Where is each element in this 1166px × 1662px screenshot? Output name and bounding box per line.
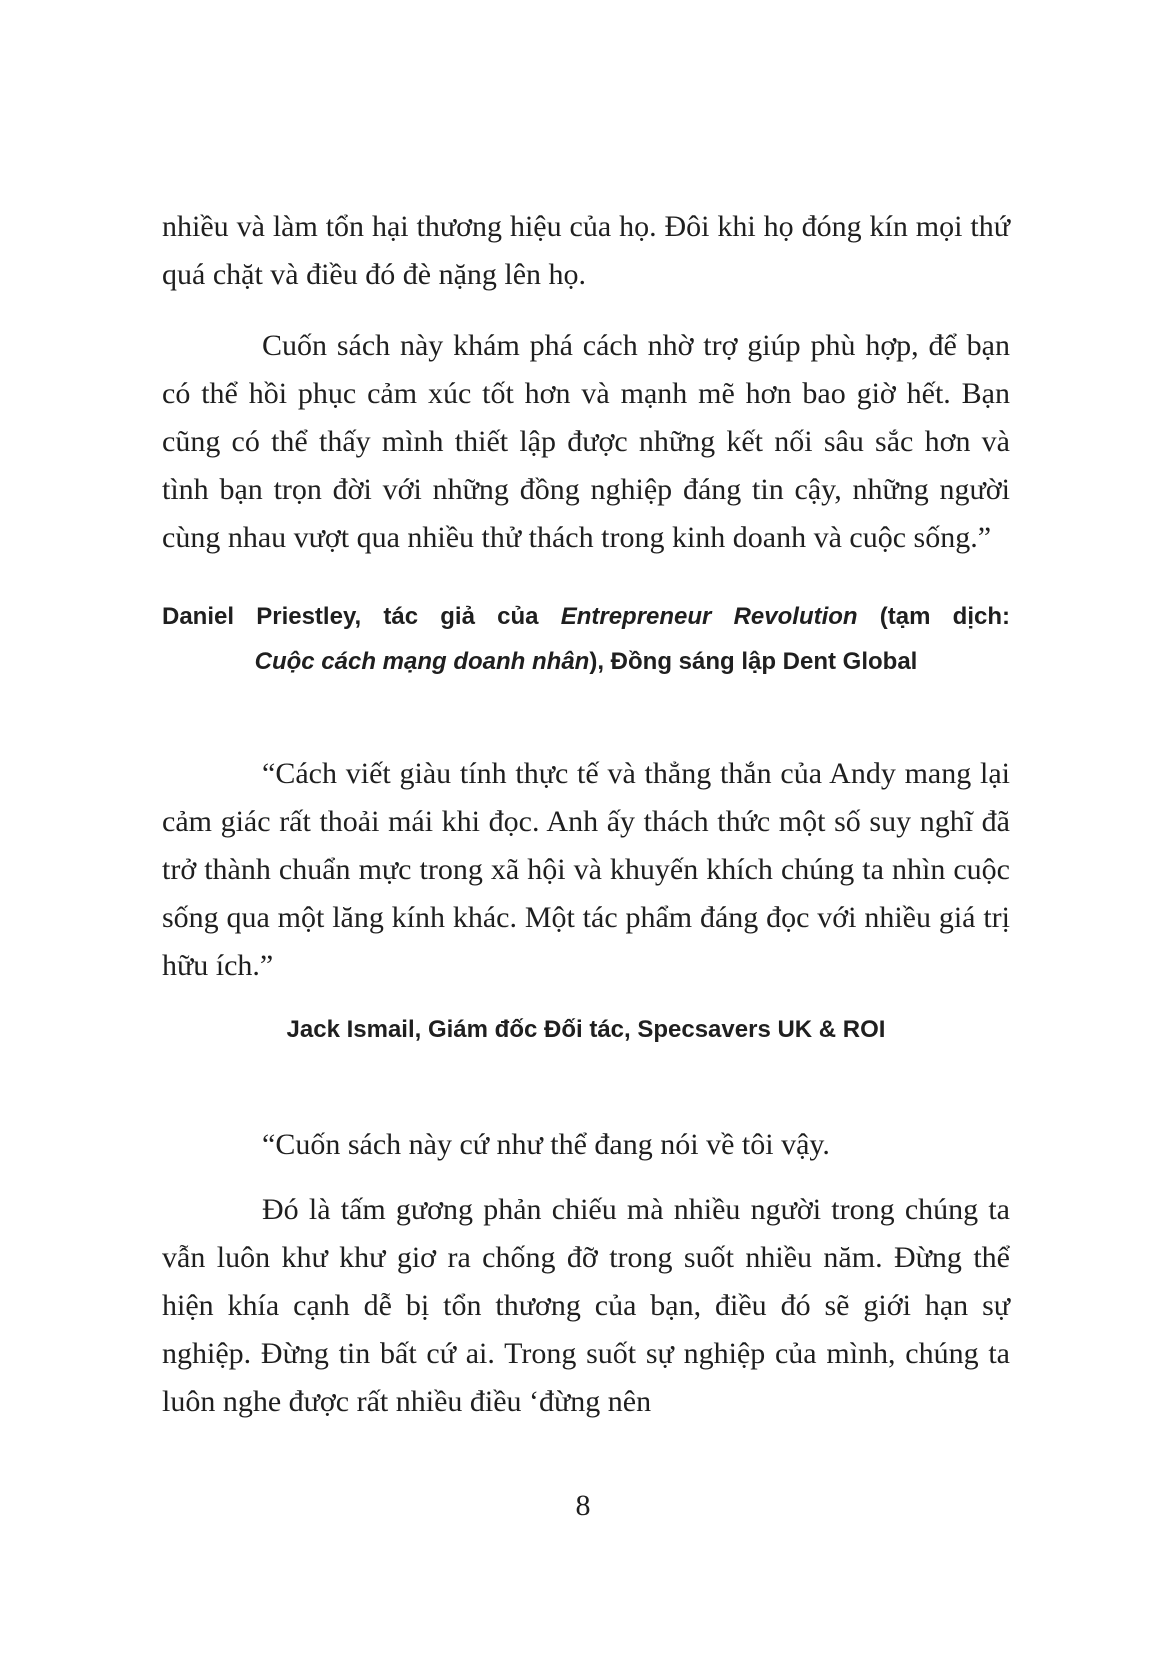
- paragraph-quote-opening: “Cuốn sách này cứ như thể đang nói về tôi vậy.: [262, 1128, 830, 1161]
- attribution-line: [162, 594, 1010, 639]
- paragraph-quote-continuation: nhiều và làm tổn hại thương hiệu của họ. Đôi khi họ đóng kín mọi thứ quá chặt và điều đó đè nặng lên họ.: [162, 210, 1010, 291]
- attribution-book-title-translated: Cuộc cách mạng doanh nhân: [254, 648, 590, 675]
- attribution-jack-ismail: Jack Ismail, Giám đốc Đối tác, Specsavers UK & ROI: [286, 1016, 886, 1043]
- attribution-book-title: Entrepreneur Revolution: [560, 603, 858, 630]
- paragraph-quote-body: Cuốn sách này khám phá cách nhờ trợ giúp phù hợp, để bạn có thể hồi phục cảm xúc tốt hơn và mạnh mẽ hơn bao giờ hết. Bạn cũng có thể thấy mình thiết lập được những kết nối sâu sắc hơn và tình bạn trọn đời với những đồng nghiệp đáng tin cậy, những người cùng nhau vượt qua nhiều thử thách trong kinh doanh và cuộc sống.”: [162, 329, 1010, 554]
- attribution-text-segment: (tạm dịch:: [857, 603, 1010, 630]
- page-content: [162, 203, 1010, 1426]
- paragraph-quote-body: “Cách viết giàu tính thực tế và thẳng thắn của Andy mang lại cảm giác rất thoải mái khi đọc. Anh ấy thách thức một số suy nghĩ đã trở thành chuẩn mực trong xã hội và khuyến khích chúng ta nhìn cuộc sống qua một lăng kính khác. Một tác phẩm đáng đọc với nhiều giá trị hữu ích.”: [162, 757, 1010, 982]
- page-number: 8: [575, 1489, 591, 1522]
- paragraph-quote-body: Đó là tấm gương phản chiếu mà nhiều người trong chúng ta vẫn luôn khư khư giơ ra chống đỡ trong suốt nhiều năm. Đừng thể hiện khía cạnh dễ bị tổn thương của bạn, điều đó sẽ giới hạn sự nghiệp. Đừng tin bất cứ ai. Trong suốt sự nghiệp của mình, chúng ta luôn nghe được rất nhiều điều ‘đừng nên: [162, 1193, 1010, 1418]
- attribution-text-segment: ), Đồng sáng lập Dent Global: [589, 648, 918, 675]
- attribution-text-segment: Daniel Priestley, tác giả của: [162, 603, 561, 630]
- attribution-daniel-priestley: [162, 594, 1010, 684]
- attribution-line: [162, 639, 1010, 684]
